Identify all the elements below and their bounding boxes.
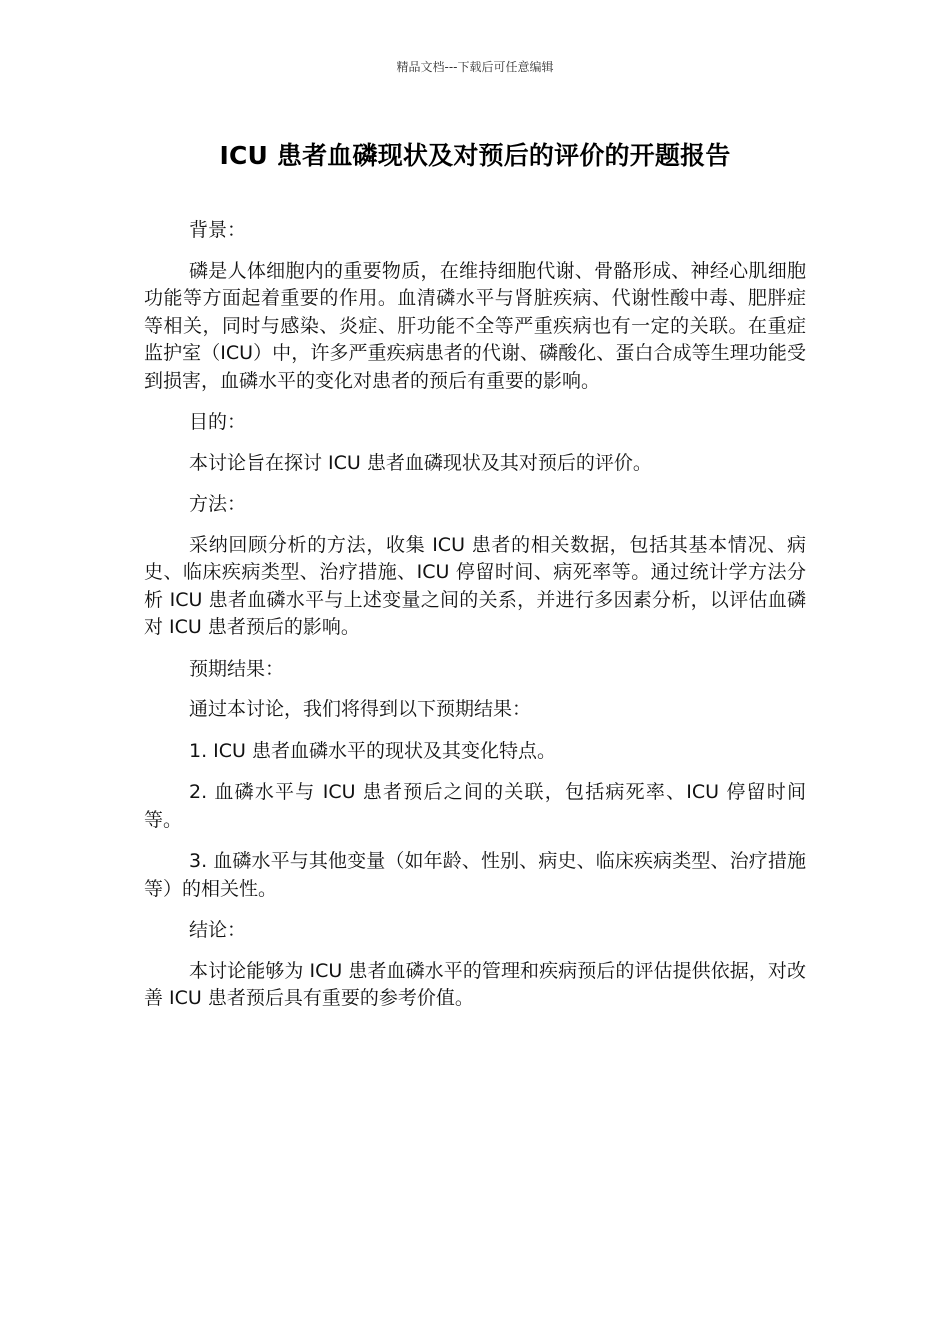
purpose-paragraph: 本讨论旨在探讨 ICU 患者血磷现状及其对预后的评价。 — [189, 451, 652, 474]
background-heading: 背景： — [189, 219, 247, 241]
method-heading: 方法： — [189, 493, 247, 515]
document-title: ICU 患者血磷现状及对预后的评价的开题报告 — [219, 141, 731, 170]
purpose-heading: 目的： — [189, 411, 247, 433]
header-watermark: 精品文档---下载后可任意编辑 — [396, 60, 554, 74]
expected-intro: 通过本讨论，我们将得到以下预期结果： — [189, 698, 532, 720]
conclusion-heading: 结论： — [189, 919, 247, 941]
method-paragraph: 采纳回顾分析的方法，收集 ICU 患者的相关数据，包括其基本情况、病史、临床疾病类型、治疗措施、ICU 停留时间、病死率等。通过统计学方法分析 ICU 患者血磷水平与上述变量之间的关系，并进行多因素分析，以评估血磷对 ICU 患者预后的影响。 — [144, 533, 806, 638]
background-paragraph: 磷是人体细胞内的重要物质，在维持细胞代谢、骨骼形成、神经心肌细胞功能等方面起着重要的作用。血清磷水平与肾脏疾病、代谢性酸中毒、肥胖症等相关，同时与感染、炎症、肝功能不全等严重疾病也有一定的关联。在重症监护室（ICU）中，许多严重疾病患者的代谢、磷酸化、蛋白合成等生理功能受到损害，血磷水平的变化对患者的预后有重要的影响。 — [144, 259, 806, 392]
expected-heading: 预期结果： — [189, 657, 285, 680]
document-body — [144, 217, 806, 1027]
expected-item-1: 1. ICU 患者血磷水平的现状及其变化特点。 — [189, 739, 556, 762]
conclusion-paragraph: 本讨论能够为 ICU 患者血磷水平的管理和疾病预后的评估提供依据，对改善 ICU 患者预后具有重要的参考价值。 — [144, 959, 806, 1009]
expected-item-2: 2. 血磷水平与 ICU 患者预后之间的关联，包括病死率、ICU 停留时间等。 — [144, 781, 806, 831]
expected-item-3: 3. 血磷水平与其他变量（如年龄、性别、病史、临床疾病类型、治疗措施等）的相关性。 — [144, 850, 806, 900]
